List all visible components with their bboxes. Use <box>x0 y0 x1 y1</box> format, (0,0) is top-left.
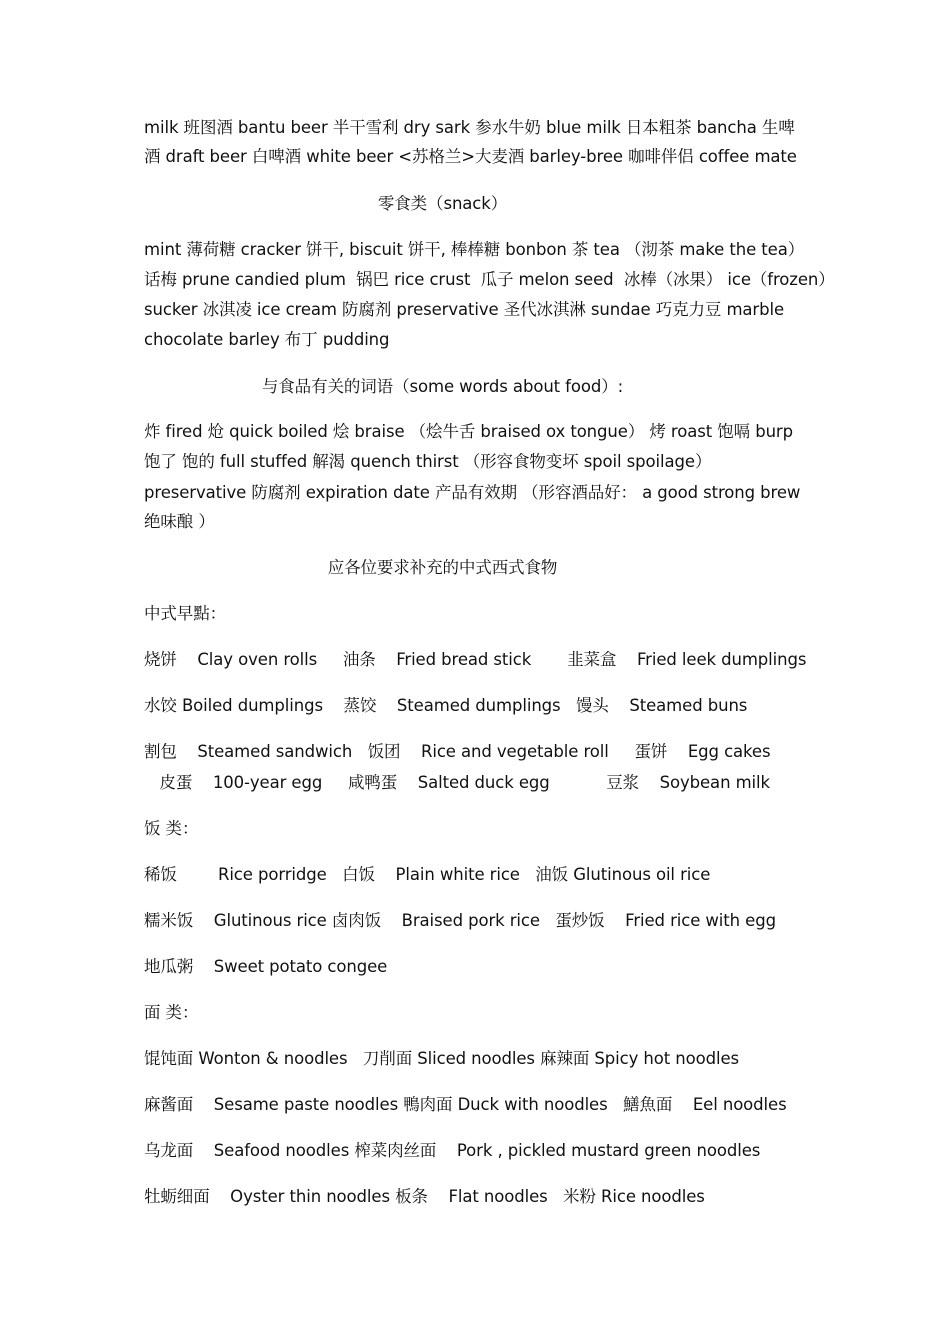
paragraph-snack-line-2: 话梅 prune candied plum 锅巴 rice crust 瓜子 melon seed 冰棒（冰果） ice（frozen） <box>144 270 835 289</box>
breakfast-line: 烧饼 Clay oven rolls 油条 Fried bread stick 韭菜盒 Fried leek dumplings <box>144 650 807 669</box>
paragraph-food-words-line-1: 炸 fired 炝 quick boiled 烩 braise （烩牛舌 braised ox tongue） 烤 roast 饱嗝 burp <box>144 422 793 441</box>
section-heading-supplement: 应各位要求补充的中式西式食物 <box>327 558 558 577</box>
rice-line: 稀饭 Rice porridge 白饭 Plain white rice 油饭 Glutinous oil rice <box>144 865 711 884</box>
breakfast-line: 皮蛋 100-year egg 咸鸭蛋 Salted duck egg 豆浆 Soybean milk <box>144 773 770 792</box>
breakfast-line: 水饺 Boiled dumplings 蒸饺 Steamed dumplings 馒头 Steamed buns <box>144 696 748 715</box>
paragraph-snack-line-4: chocolate barley 布丁 pudding <box>144 330 390 349</box>
paragraph-beverages-line-1: milk 班图酒 bantu beer 半干雪利 dry sark 参水牛奶 blue milk 日本粗茶 bancha 生啤 <box>144 118 795 137</box>
noodles-line: 馄饨面 Wonton & noodles 刀削面 Sliced noodles 麻辣面 Spicy hot noodles <box>144 1049 740 1068</box>
noodles-title: 面 类： <box>144 1003 199 1022</box>
paragraph-food-words-line-3: preservative 防腐剂 expiration date 产品有效期 （形容酒品好： a good strong brew <box>144 483 801 502</box>
paragraph-snack-line-3: sucker 冰淇凌 ice cream 防腐剂 preservative 圣代冰淇淋 sundae 巧克力豆 marble <box>144 300 785 319</box>
rice-line: 糯米饭 Glutinous rice 卤肉饭 Braised pork rice 蛋炒饭 Fried rice with egg <box>144 911 776 930</box>
noodles-line: 麻酱面 Sesame paste noodles 鴨肉面 Duck with noodles 鱔魚面 Eel noodles <box>144 1095 787 1114</box>
paragraph-food-words-line-2: 饱了 饱的 full stuffed 解渴 quench thirst （形容食物变坏 spoil spoilage） <box>144 452 712 471</box>
breakfast-line: 割包 Steamed sandwich 饭团 Rice and vegetable roll 蛋饼 Egg cakes <box>144 742 771 761</box>
rice-title: 饭 类： <box>144 819 199 838</box>
section-heading-snack: 零食类（snack） <box>377 194 508 213</box>
noodles-line: 牡蛎细面 Oyster thin noodles 板条 Flat noodles 米粉 Rice noodles <box>144 1187 705 1206</box>
paragraph-snack-line-1: mint 薄荷糖 cracker 饼干, biscuit 饼干, 棒棒糖 bonbon 茶 tea （沏茶 make the tea） <box>144 240 805 259</box>
paragraph-food-words-line-4: 绝味酿 ） <box>144 512 215 531</box>
section-heading-food-words: 与食品有关的词语（some words about food）: <box>261 377 624 396</box>
breakfast-title: 中式早點： <box>144 604 227 623</box>
rice-line: 地瓜粥 Sweet potato congee <box>144 957 388 976</box>
paragraph-beverages-line-2: 酒 draft beer 白啤酒 white beer <苏格兰>大麦酒 barley-bree 咖啡伴侣 coffee mate <box>144 147 797 166</box>
noodles-line: 乌龙面 Seafood noodles 榨菜肉丝面 Pork , pickled mustard green noodles <box>144 1141 761 1160</box>
